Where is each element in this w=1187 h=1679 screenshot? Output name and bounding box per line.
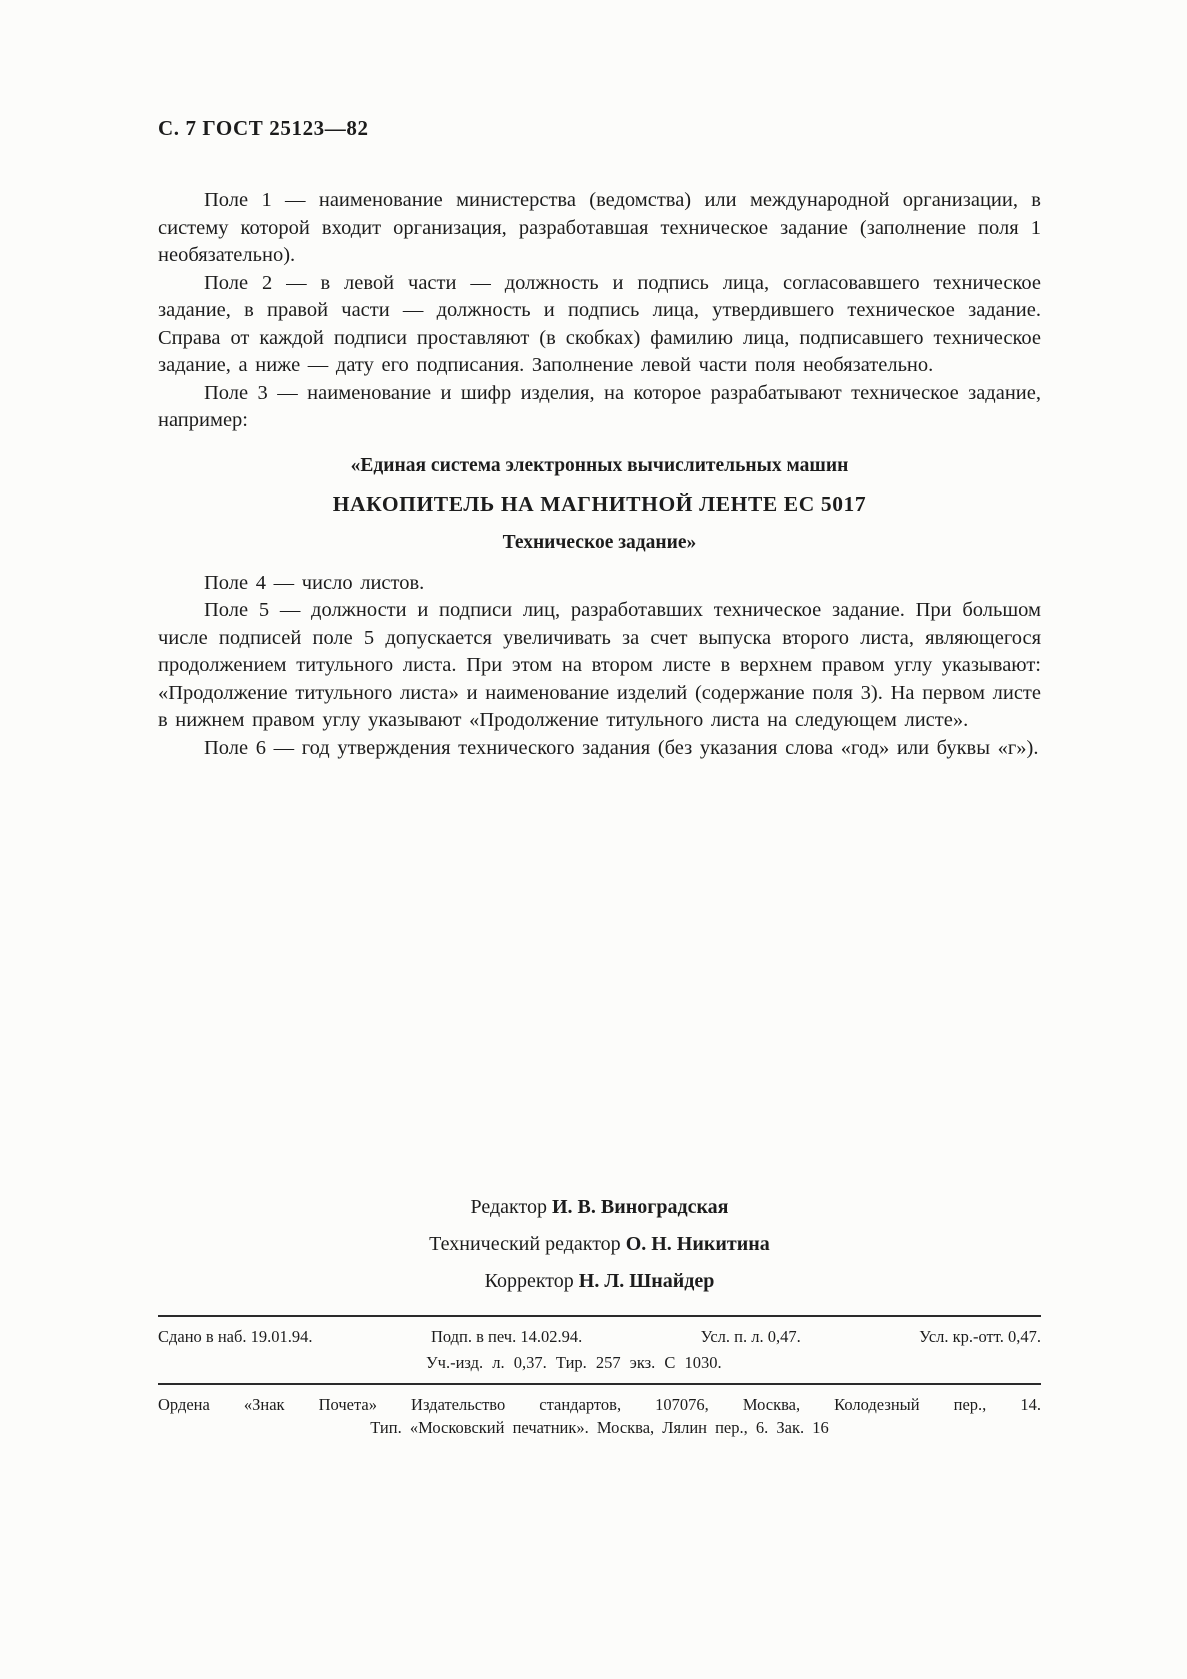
editor-name: И. В. Виноградская [551,1196,729,1218]
editor-role: Корректор [484,1270,574,1292]
publisher-address: Ордена «Знак Почета» Издательство стандартов, 107076, Москва, Колодезный пер., 14. [158,1395,1041,1414]
imprint-sheets: Усл. п. л. 0,47. [700,1327,801,1346]
imprint-print-date: Подп. в печ. 14.02.94. [430,1327,583,1346]
paragraph-field-4: Поле 4 — число листов. [204,571,425,594]
paragraph-field-2: Поле 2 — в левой части — должность и подпись лица, согласовавшего техническое задание, в правой части — должность и подпись лица, утвердившего техническое задание. Справа от каждой подписи проставляют (в скобках) фамилию лица, подписавшего техническое задание, а ниже — дату его подписания. Заполнение левой части поля необязательно. [158,271,1041,376]
paragraph-field-5: Поле 5 — должности и подписи лиц, разработавших техническое задание. При большом числе подписей поле 5 допускается увеличивать за счет выпуска второго листа, являющегося продолжением титульного листа. При этом на втором листе в верхнем правом углу указывают: «Продолжение титульного листа» и наименование изделий (содержание поля 3). На первом листе в нижнем правом углу указывают «Продолжение титульного листа на следующем листе». [158,599,1041,731]
paragraph-field-6: Поле 6 — год утверждения технического задания (без указания слова «год» или буквы «г»). [204,736,1039,759]
imprint-block [158,1317,1041,1374]
example-title-line: НАКОПИТЕЛЬ НА МАГНИТНОЙ ЛЕНТЕ ЕС 5017 [332,491,867,516]
imprint-typeset-date: Сдано в наб. 19.01.94. [158,1327,313,1346]
publisher-block [158,1385,1041,1439]
editor-role: Технический редактор [429,1233,621,1255]
example-system-line: «Единая система электронных вычислительных машин [350,454,849,476]
example-subtitle-line: Техническое задание» [502,531,697,553]
imprint-line-2: Уч.-изд. л. 0,37. Тир. 257 экз. С 1030. [426,1353,722,1372]
imprint-line-1 [158,1326,1041,1348]
paragraph-field-1: Поле 1 — наименование министерства (ведомства) или международной организации, в систему которой входит организация, разработавшая техническое задание (заполнение поля 1 необязательно). [158,189,1041,266]
body-text [158,187,1041,762]
printer-address: Тип. «Московский печатник». Москва, Лялин пер., 6. Зак. 16 [370,1418,829,1437]
editor-line [158,1196,1041,1219]
editor-name: О. Н. Никитина [625,1233,770,1255]
corrector-line [158,1270,1041,1293]
technical-editor-line [158,1233,1041,1256]
editor-name: Н. Л. Шнайдер [578,1270,715,1292]
imprint-impressions: Усл. кр.-отт. 0,47. [919,1327,1041,1346]
colophon-section [158,1196,1041,1439]
paragraph-field-3: Поле 3 — наименование и шифр изделия, на которое разрабатывают техническое задание, например: [158,381,1041,431]
page-header: С. 7 ГОСТ 25123—82 [158,116,369,140]
example-block [158,455,1041,554]
editor-role: Редактор [470,1196,547,1218]
editors-block [158,1196,1041,1293]
